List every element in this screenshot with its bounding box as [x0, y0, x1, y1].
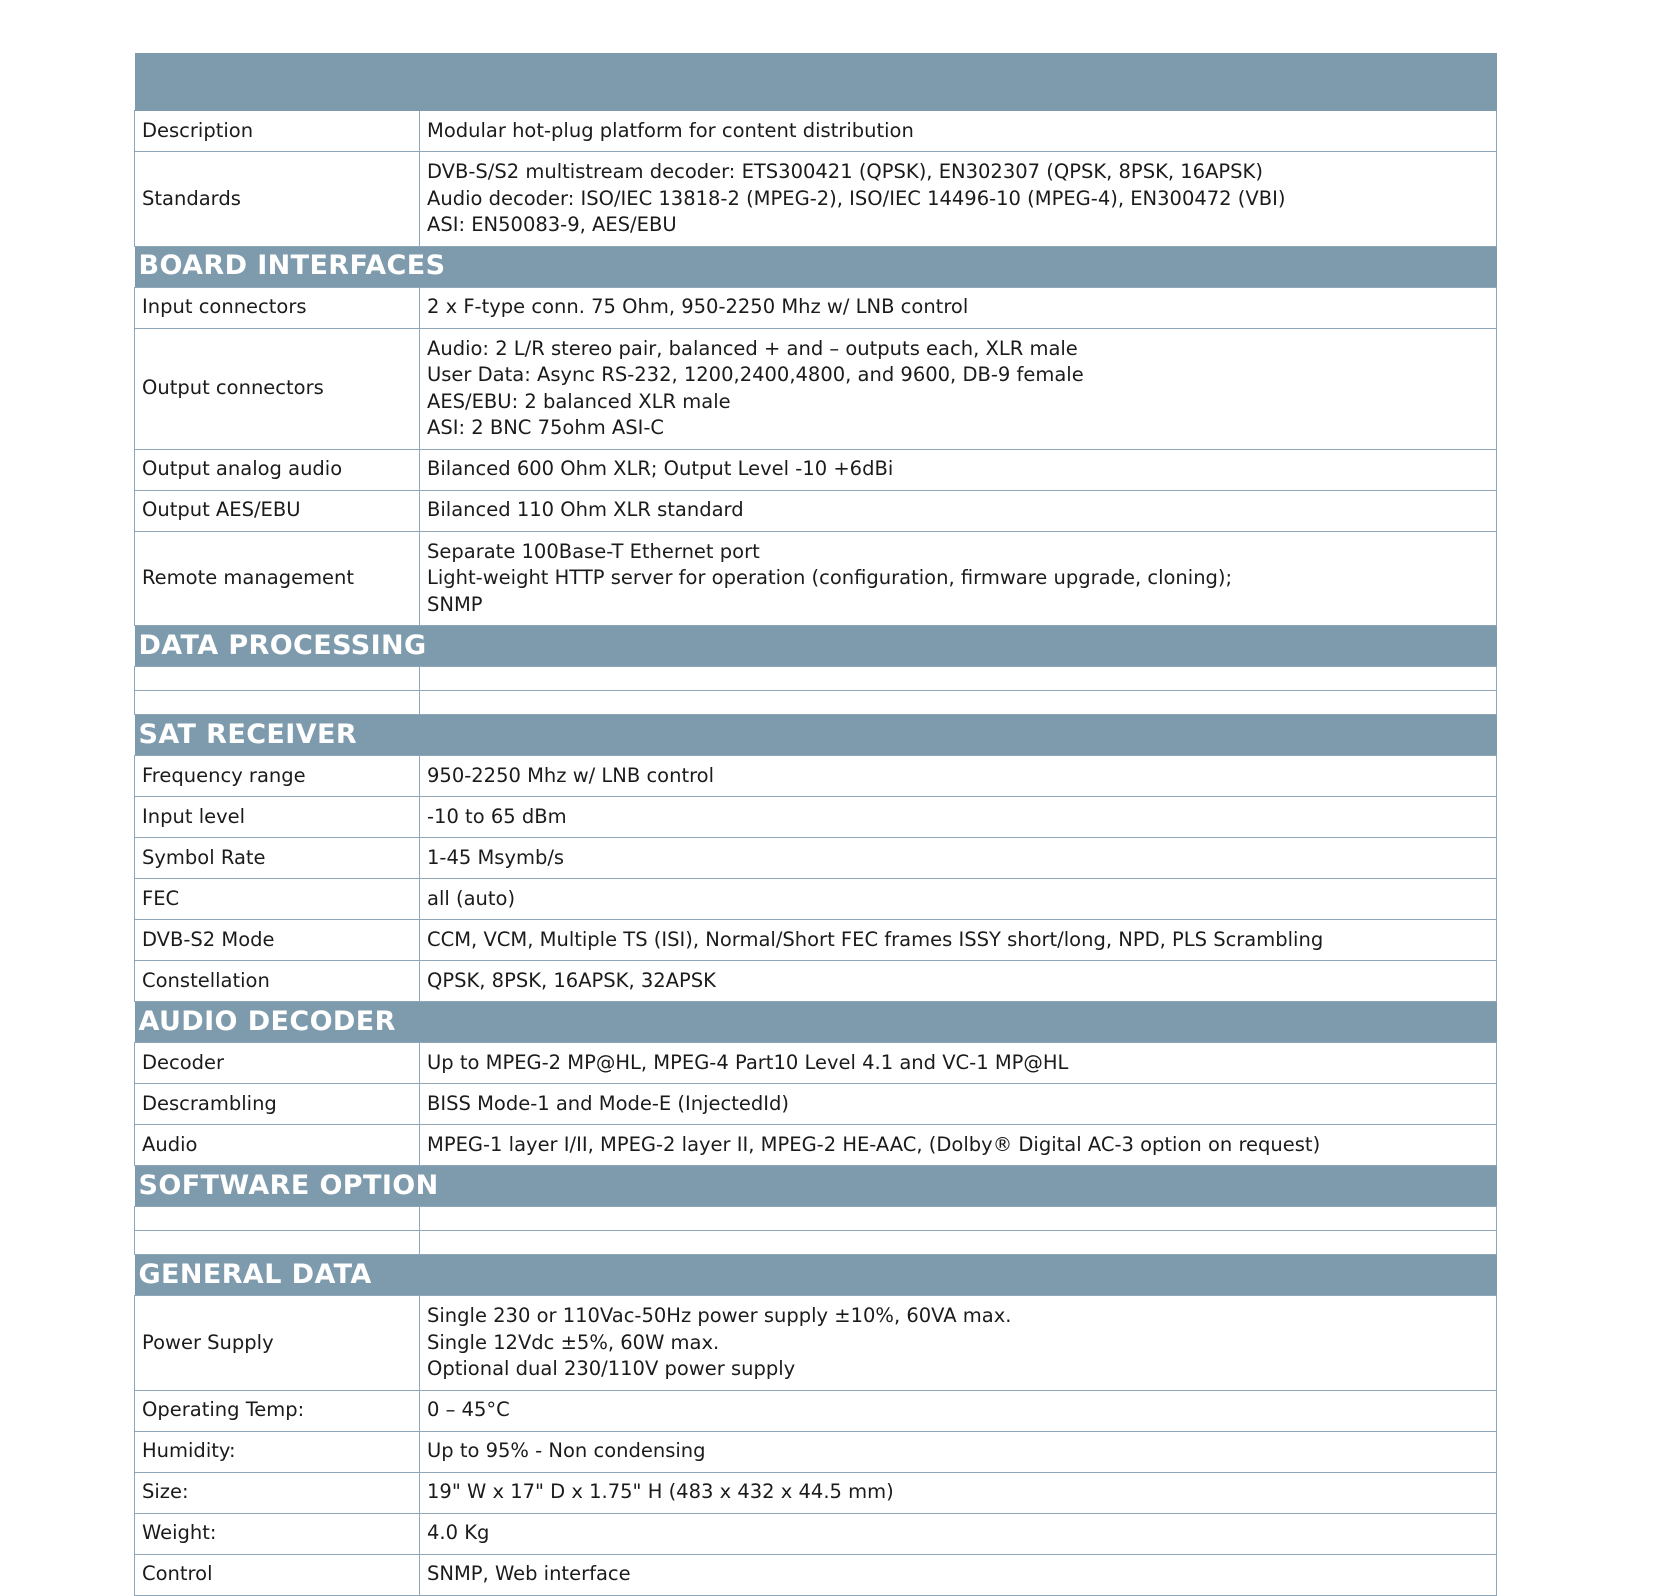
spec-value [420, 328, 1497, 449]
spec-table [134, 53, 1497, 1596]
section-header [135, 1166, 1497, 1207]
spec-value [420, 1513, 1497, 1554]
spec-value-line: ASI: EN50083-9, AES/EBU [427, 213, 677, 236]
spec-label: DVB-S2 Mode [135, 920, 420, 961]
spec-label: Weight: [135, 1513, 420, 1554]
spec-label: Audio [135, 1125, 420, 1166]
table-row [135, 152, 1497, 247]
spec-label: Descrambling [135, 1084, 420, 1125]
spec-value-line: Up to MPEG-2 MP@HL, MPEG-4 Part10 Level 4.1 and VC-1 MP@HL [427, 1050, 1069, 1074]
spec-value [420, 1431, 1497, 1472]
spec-value-line: SNMP, Web interface [427, 1562, 631, 1586]
spec-value [420, 797, 1497, 838]
spec-value-line: Up to 95% - Non condensing [427, 1439, 706, 1463]
table-row [135, 961, 1497, 1002]
table-row [135, 111, 1497, 152]
table-row [135, 920, 1497, 961]
spec-value-line: Optional dual 230/110V power supply [427, 1357, 796, 1380]
spec-value-line: Modular hot-plug platform for content distribution [427, 118, 914, 142]
section-title: SAT RECEIVER [135, 715, 1497, 756]
table-row [135, 1207, 1497, 1231]
spec-label: FEC [135, 879, 420, 920]
table-row [135, 756, 1497, 797]
spec-value [420, 756, 1497, 797]
spec-value-line: ASI: 2 BNC 75ohm ASI-C [427, 416, 665, 439]
spec-value [420, 667, 1497, 691]
section-header [135, 1255, 1497, 1296]
section-title: GENERAL DATA [135, 1255, 1497, 1296]
spec-value-line: 950-2250 Mhz w/ LNB control [427, 763, 715, 787]
table-header-band [135, 53, 1497, 111]
table-row [135, 1231, 1497, 1255]
spec-label [135, 691, 420, 715]
spec-value-line: User Data: Async RS-232, 1200,2400,4800, and 9600, DB-9 female [427, 363, 1084, 386]
spec-value-line: 4.0 Kg [427, 1521, 490, 1545]
table-row [135, 449, 1497, 490]
spec-value [420, 961, 1497, 1002]
spec-value-line: 2 x F-type conn. 75 Ohm, 950-2250 Mhz w/ LNB control [427, 295, 969, 319]
table-row [135, 879, 1497, 920]
spec-value [420, 879, 1497, 920]
spec-value [420, 691, 1497, 715]
table-row [135, 838, 1497, 879]
spec-value-line: 0 – 45°C [427, 1398, 510, 1422]
spec-label: Output analog audio [135, 449, 420, 490]
spec-value-line: Light-weight HTTP server for operation (configuration, firmware upgrade, cloning); [427, 566, 1233, 589]
spec-label: Description [135, 111, 420, 152]
section-title: SOFTWARE OPTION [135, 1166, 1497, 1207]
spec-value [420, 1472, 1497, 1513]
table-row [135, 667, 1497, 691]
spec-value [420, 449, 1497, 490]
spec-label: Humidity: [135, 1431, 420, 1472]
spec-value-line: all (auto) [427, 886, 516, 910]
spec-value [420, 1125, 1497, 1166]
spec-label: Standards [135, 152, 420, 247]
spec-table-body [135, 53, 1497, 1595]
spec-label: Frequency range [135, 756, 420, 797]
spec-value-line: QPSK, 8PSK, 16APSK, 32APSK [427, 968, 716, 992]
section-header [135, 626, 1497, 667]
spec-value-line: Separate 100Base-T Ethernet port [427, 539, 760, 563]
spec-value-line: Audio decoder: ISO/IEC 13818-2 (MPEG-2), ISO/IEC 14496-10 (MPEG-4), EN300472 (VBI) [427, 186, 1286, 210]
spec-label: Output AES/EBU [135, 490, 420, 531]
table-row [135, 1431, 1497, 1472]
table-row [135, 797, 1497, 838]
spec-value [420, 1231, 1497, 1255]
spec-value-line: SNMP [427, 592, 483, 616]
spec-label: Size: [135, 1472, 420, 1513]
table-row [135, 1513, 1497, 1554]
spec-label: Symbol Rate [135, 838, 420, 879]
spec-value-line: MPEG-1 layer I/II, MPEG-2 layer II, MPEG-2 HE-AAC, (Dolby® Digital AC-3 option on request) [427, 1132, 1321, 1156]
spec-label [135, 667, 420, 691]
table-row [135, 531, 1497, 626]
spec-value-line: 1-45 Msymb/s [427, 845, 565, 869]
spec-value [420, 1296, 1497, 1391]
spec-value [420, 531, 1497, 626]
spec-label: Output connectors [135, 328, 420, 449]
section-header [135, 715, 1497, 756]
spec-label: Input connectors [135, 287, 420, 328]
spec-value-line: Bilanced 110 Ohm XLR standard [427, 498, 744, 522]
spec-value [420, 1084, 1497, 1125]
spec-value [420, 1390, 1497, 1431]
spec-label: Input level [135, 797, 420, 838]
section-title: AUDIO DECODER [135, 1002, 1497, 1043]
table-row [135, 328, 1497, 449]
table-row [135, 1084, 1497, 1125]
spec-value [420, 1043, 1497, 1084]
section-title: BOARD INTERFACES [135, 246, 1497, 287]
spec-value-line: Single 230 or 110Vac-50Hz power supply ±10%, 60VA max. [427, 1304, 1012, 1327]
spec-value-line: AES/EBU: 2 balanced XLR male [427, 389, 731, 413]
spec-value-line: Audio: 2 L/R stereo pair, balanced + and – outputs each, XLR male [427, 336, 1078, 360]
header-band-cell [135, 53, 1497, 111]
spec-label: Constellation [135, 961, 420, 1002]
table-row [135, 691, 1497, 715]
spec-label: Remote management [135, 531, 420, 626]
table-row [135, 1125, 1497, 1166]
section-header [135, 1002, 1497, 1043]
table-row [135, 287, 1497, 328]
table-row [135, 490, 1497, 531]
spec-label: Power Supply [135, 1296, 420, 1391]
spec-value-line: -10 to 65 dBm [427, 804, 567, 828]
spec-value [420, 838, 1497, 879]
spec-label [135, 1231, 420, 1255]
spec-value [420, 152, 1497, 247]
spec-value-line: DVB-S/S2 multistream decoder: ETS300421 (QPSK), EN302307 (QPSK, 8PSK, 16APSK) [427, 160, 1263, 183]
spec-label: Decoder [135, 1043, 420, 1084]
spec-value [420, 920, 1497, 961]
section-header [135, 246, 1497, 287]
spec-value-line: 19" W x 17" D x 1.75" H (483 x 432 x 44.5 mm) [427, 1480, 894, 1504]
spec-value [420, 490, 1497, 531]
spec-label: Operating Temp: [135, 1390, 420, 1431]
table-row [135, 1472, 1497, 1513]
spec-value [420, 111, 1497, 152]
spec-value-line: Single 12Vdc ±5%, 60W max. [427, 1330, 720, 1354]
table-row [135, 1296, 1497, 1391]
spec-label [135, 1207, 420, 1231]
spec-value-line: CCM, VCM, Multiple TS (ISI), Normal/Short FEC frames ISSY short/long, NPD, PLS Scrambling [427, 927, 1324, 951]
section-title: DATA PROCESSING [135, 626, 1497, 667]
spec-value-line: BISS Mode-1 and Mode-E (InjectedId) [427, 1091, 790, 1115]
spec-value-line: Bilanced 600 Ohm XLR; Output Level -10 +6dBi [427, 457, 894, 481]
spec-value [420, 1207, 1497, 1231]
spec-value [420, 287, 1497, 328]
table-row [135, 1043, 1497, 1084]
spec-label: Control [135, 1554, 420, 1595]
table-row [135, 1390, 1497, 1431]
